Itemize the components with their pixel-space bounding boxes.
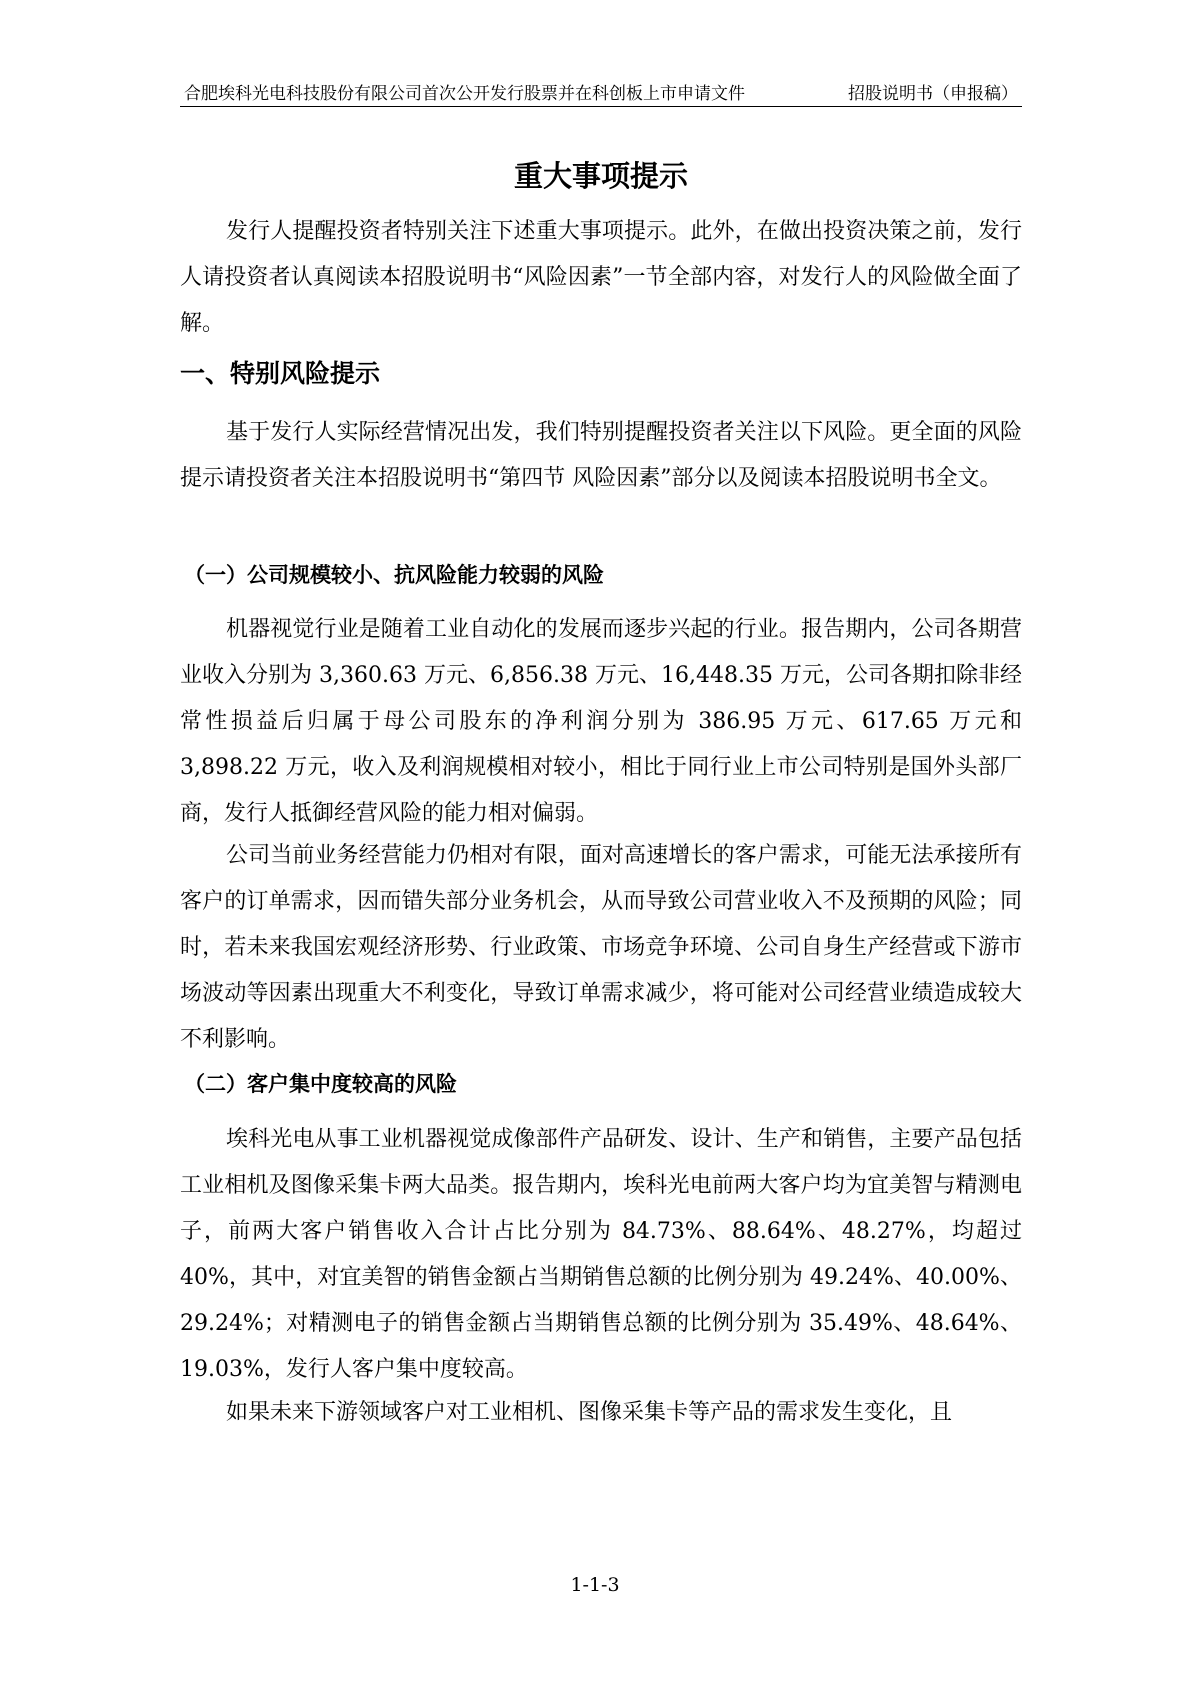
page-header [180,84,1022,107]
scale-risk-paragraph-1: 机器视觉行业是随着工业自动化的发展而逐步兴起的行业。报告期内，公司各期营业收入分别为 3,360.63 万元、6,856.38 万元、16,448.35 万元，公司各期扣除非经常性损益后归属于母公司股东的净利润分别为 386.95 万元、617.65 万元和 3,898.22 万元，收入及利润规模相对较小，相比于同行业上市公司特别是国外头部厂商，发行人抵御经营风险的能力相对偏弱。 [180,617,1022,826]
header-document-name: 合肥埃科光电科技股份有限公司首次公开发行股票并在科创板上市申请文件 [184,84,745,104]
subsection-heading-scale-risk: （一）公司规模较小、抗风险能力较弱的风险 [184,563,604,587]
customer-concentration-paragraph-2: 如果未来下游领域客户对工业相机、图像采集卡等产品的需求发生变化，且 [226,1400,953,1425]
customer-concentration-paragraph-1: 埃科光电从事工业机器视觉成像部件产品研发、设计、生产和销售，主要产品包括工业相机及图像采集卡两大品类。报告期内，埃科光电前两大客户均为宜美智与精测电子，前两大客户销售收入合计占比分别为 84.73%、88.64%、48.27%，均超过 40%，其中，对宜美智的销售金额占当期销售总额的比例分别为 49.24%、40.00%、29.24%；对精测电子的销售金额占当期销售总额的比例分别为 35.49%、48.64%、19.03%，发行人客户集中度较高。 [180,1127,1022,1382]
intro-paragraph: 发行人提醒投资者特别关注下述重大事项提示。此外，在做出投资决策之前，发行人请投资者认真阅读本招股说明书“风险因素”一节全部内容，对发行人的风险做全面了解。 [180,219,1022,336]
section-intro-paragraph: 基于发行人实际经营情况出发，我们特别提醒投资者关注以下风险。更全面的风险提示请投资者关注本招股说明书“第四节 风险因素”部分以及阅读本招股说明书全文。 [180,420,1022,491]
header-document-type: 招股说明书（申报稿） [848,84,1018,104]
document-title: 重大事项提示 [513,159,688,193]
scale-risk-paragraph-2: 公司当前业务经营能力仍相对有限，面对高速增长的客户需求，可能无法承接所有客户的订单需求，因而错失部分业务机会，从而导致公司营业收入不及预期的风险；同时，若未来我国宏观经济形势、行业政策、市场竞争环境、公司自身生产经营或下游市场波动等因素出现重大不利变化，导致订单需求减少，将可能对公司经营业绩造成较大不利影响。 [180,843,1022,1052]
subsection-heading-customer-concentration: （二）客户集中度较高的风险 [184,1072,457,1096]
page-number: 1-1-3 [570,1574,620,1596]
section-heading-special-risks: 一、特别风险提示 [180,359,381,388]
